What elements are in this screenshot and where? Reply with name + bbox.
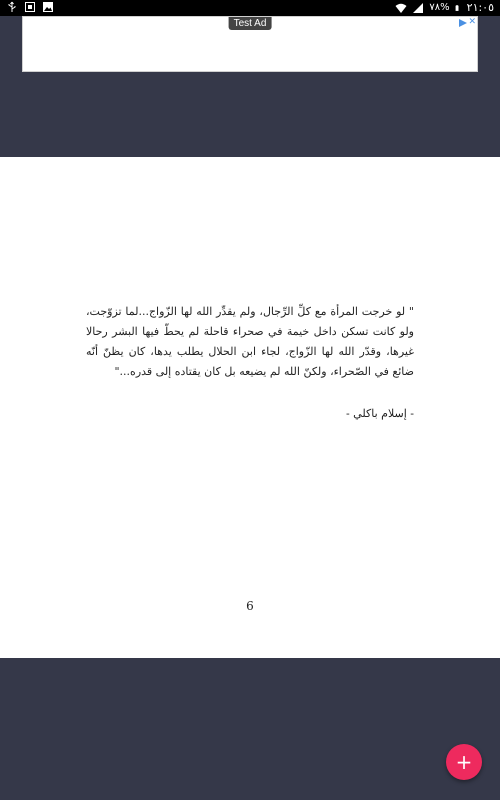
quote-author: - إسلام باكلي -	[345, 407, 414, 420]
screenshot-icon	[24, 1, 36, 13]
page-quote: " لو خرجت المرأة مع كلِّ الرِّجال، ولم يقدِّر الله لها الزّواج...لما تزوّجت، ولو كانت تسكن داخل خيمة في صحراء قاحلة لم يحطّ فيها البشر رحالا غيرها، وقدّر الله لها الزّواج، لجاء ابن الحلال يطلب يدها، كان يظنّ أنّه ضائع في الصّحراء، ولكنّ الله لم يضيعه بل كان يقتاده إلى قدره..."	[86, 305, 414, 378]
status-bar	[0, 0, 500, 16]
ad-label: Test Ad	[229, 17, 272, 30]
battery-percentage: ٧٨%	[429, 2, 450, 13]
status-bar-left	[6, 1, 54, 13]
clock: ٢١:٠٥	[466, 1, 494, 14]
image-icon	[42, 1, 54, 13]
book-page	[0, 157, 500, 658]
ad-banner[interactable]	[22, 16, 478, 72]
add-button[interactable]: +	[446, 744, 482, 780]
wifi-icon	[395, 2, 407, 14]
battery-icon	[455, 2, 462, 14]
page-number: 6	[246, 599, 254, 613]
status-bar-right	[395, 1, 494, 15]
signal-icon	[412, 2, 424, 14]
usb-icon	[6, 1, 18, 13]
close-icon[interactable]: ✕	[468, 17, 476, 27]
ad-info-icon[interactable]	[459, 19, 467, 27]
